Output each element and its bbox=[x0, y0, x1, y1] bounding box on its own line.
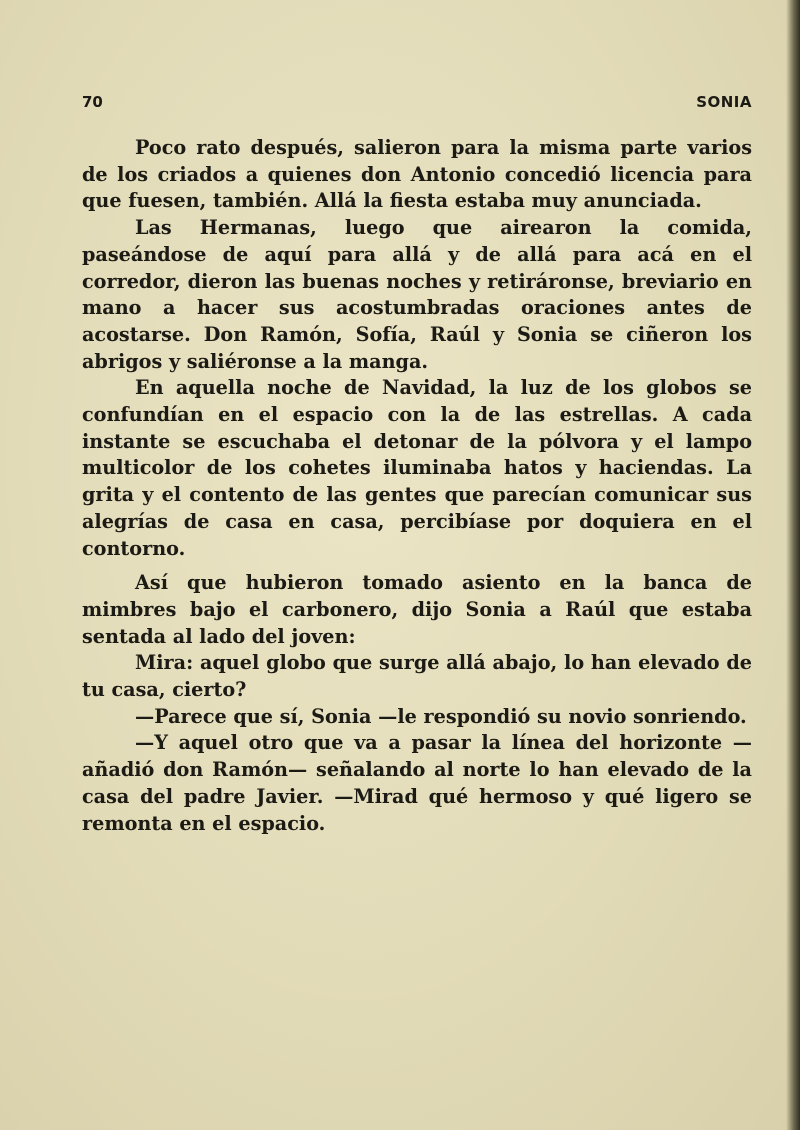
body-text bbox=[82, 135, 752, 837]
page-edge-shadow bbox=[786, 0, 800, 1130]
running-title: SONIA bbox=[696, 93, 752, 111]
paragraph: Poco rato después, salieron para la misma parte varios de los criados a quienes don Antonio concedió licencia para que fuesen, también. Allá la fiesta estaba muy anunciada. bbox=[82, 136, 752, 213]
page-header bbox=[82, 93, 752, 117]
page-number: 70 bbox=[82, 93, 103, 111]
paragraph: Las Hermanas, luego que airearon la comida, paseándose de aquí para allá y de allá para acá en el corredor, dieron las buenas noches y retiráronse, breviario en mano a hacer sus acostumbradas oraciones antes de acostarse. Don Ramón, Sofía, Raúl y Sonia se ciñeron los abrigos y saliéronse a la manga. bbox=[82, 216, 752, 373]
paragraph: Mira: aquel globo que surge allá abajo, lo han elevado de tu casa, cierto? bbox=[82, 651, 752, 702]
paragraph: Así que hubieron tomado asiento en la banca de mimbres bajo el carbonero, dijo Sonia a Raúl que estaba sentada al lado del joven: bbox=[82, 571, 752, 648]
paragraph: En aquella noche de Navidad, la luz de los globos se confundían en el espacio con la de las estrellas. A cada instante se escuchaba el detonar de la pólvora y el lampo multicolor de los cohetes iluminaba hatos y haciendas. La grita y el contento de las gentes que parecían comunicar sus alegrías de casa en casa, percibíase por doquiera en el contorno. bbox=[82, 376, 752, 560]
paragraph: —Y aquel otro que va a pasar la línea del horizonte —añadió don Ramón— señalando al norte lo han elevado de la casa del padre Javier. —Mirad qué hermoso y qué ligero se remonta en el espacio. bbox=[82, 731, 752, 835]
paragraph: —Parece que sí, Sonia —le respondió su novio sonriendo. bbox=[135, 704, 747, 728]
